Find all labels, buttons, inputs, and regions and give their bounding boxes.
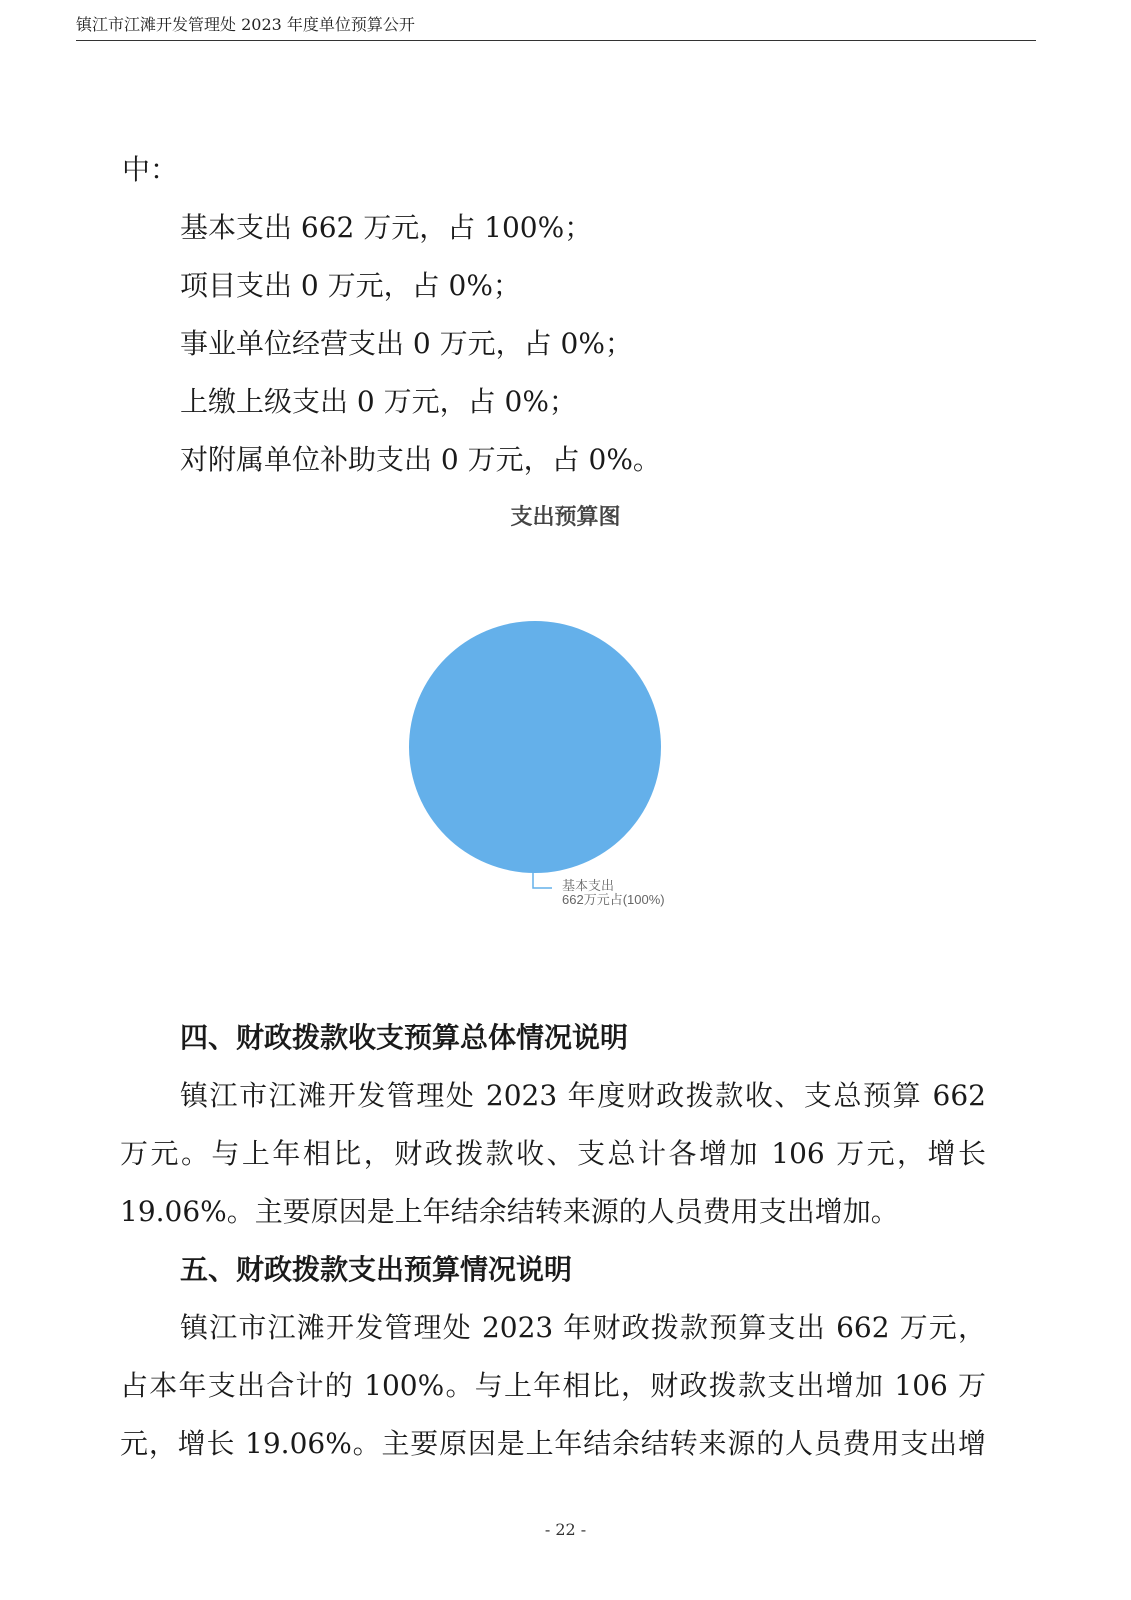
pie-slice-0 [409,621,661,873]
section5-line-3: 元，增长 19.06%。主要原因是上年结余结转来源的人员费用支出增 [120,1427,986,1460]
section4-line-1: 镇江市江滩开发管理处 2023 年度财政拨款收、支总预算 662 [180,1079,986,1112]
paragraph-lead: 中： [122,153,179,186]
section4-heading: 四、财政拨款收支预算总体情况说明 [180,1021,629,1054]
expense-item-remit: 上缴上级支出 0 万元，占 0%； [180,385,577,418]
section4-line-3: 19.06%。主要原因是上年结余结转来源的人员费用支出增加。 [120,1195,899,1228]
section5-line-2: 占本年支出合计的 100%。与上年相比，财政拨款支出增加 106 万 [120,1369,986,1402]
section5-heading: 五、财政拨款支出预算情况说明 [180,1253,573,1286]
pie-chart [380,600,760,930]
header-divider [76,40,1036,41]
expense-item-operation: 事业单位经营支出 0 万元，占 0%； [180,327,633,360]
pie-slice-label: 基本支出 [562,878,615,893]
page-number: - 22 - [544,1520,587,1539]
expense-item-basic: 基本支出 662 万元，占 100%； [180,211,593,244]
section5-line-1: 镇江市江滩开发管理处 2023 年财政拨款预算支出 662 万元， [180,1311,986,1344]
section4-line-2: 万元。与上年相比，财政拨款收、支总计各增加 106 万元，增长 [120,1137,986,1170]
chart-title: 支出预算图 [510,505,621,530]
pie-slice-value: 662万元占(100%) [562,892,665,907]
expense-item-project: 项目支出 0 万元，占 0%； [180,269,521,302]
document-header: 镇江市江滩开发管理处 2023 年度单位预算公开 [76,15,415,34]
expense-item-subsidy: 对附属单位补助支出 0 万元，占 0%。 [180,443,661,476]
